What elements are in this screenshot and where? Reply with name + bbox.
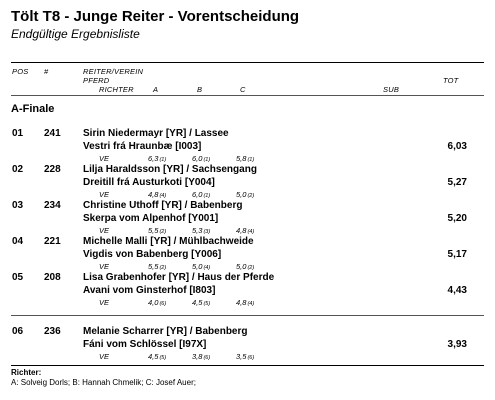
col-header-pos: POS: [12, 67, 29, 76]
entry-score-label: VE: [99, 352, 110, 361]
entry-number: 236: [44, 326, 61, 337]
result-entry: [0, 326, 495, 366]
final-divider-rule: [11, 315, 484, 316]
score-rank: (4): [247, 229, 255, 235]
score-value: 5,3: [192, 226, 203, 235]
score-rank: (5): [159, 355, 167, 361]
score-value: 4,5: [192, 298, 203, 307]
entry-rider-club: Sirin Niedermayr [YR] / Lassee: [83, 128, 229, 139]
score-value: 3,5: [236, 352, 247, 361]
result-entry: [0, 200, 495, 240]
score-rank: (2): [247, 193, 255, 199]
entry-total: 4,43: [447, 285, 467, 296]
col-header-sub: SUB: [383, 85, 400, 94]
judge-score-c: [236, 262, 254, 271]
entry-rider-club: Michelle Malli [YR] / Mühlbachweide: [83, 236, 254, 247]
col-header-rider-club: REITER/VEREIN: [83, 67, 144, 76]
score-value: 5,0: [236, 190, 247, 199]
judge-score-c: [236, 298, 254, 307]
judge-score-a: [148, 298, 166, 307]
judge-score-a: [148, 352, 166, 361]
entry-number: 228: [44, 164, 61, 175]
entry-rider-club: Lilja Haraldsson [YR] / Sachsengang: [83, 164, 257, 175]
score-value: 3,8: [192, 352, 203, 361]
judge-score-c: [236, 352, 254, 361]
score-value: 4,8: [236, 226, 247, 235]
entry-number: 208: [44, 272, 61, 283]
entry-position: 01: [12, 128, 24, 139]
judge-score-b: [192, 262, 210, 271]
score-value: 4,5: [148, 352, 159, 361]
score-rank: (3): [203, 229, 211, 235]
score-rank: (6): [159, 301, 167, 307]
entry-number: 241: [44, 128, 61, 139]
score-value: 5,0: [236, 262, 247, 271]
entry-number: 234: [44, 200, 61, 211]
col-header-horse: PFERD: [83, 76, 110, 85]
judge-score-b: [192, 190, 210, 199]
score-rank: (6): [203, 355, 211, 361]
score-rank: (2): [247, 265, 255, 271]
col-header-a: A: [153, 85, 159, 94]
result-entry: [0, 128, 495, 168]
judge-score-a: [148, 262, 166, 271]
score-rank: (4): [203, 265, 211, 271]
entry-horse: Fáni vom Schlössel [I97X]: [83, 339, 207, 350]
score-value: 6,3: [148, 154, 159, 163]
judge-score-a: [148, 226, 166, 235]
score-rank: (4): [159, 193, 167, 199]
entry-total: 3,93: [447, 339, 467, 350]
entry-score-label: VE: [99, 262, 110, 271]
score-rank: (1): [203, 193, 211, 199]
entry-score-label: VE: [99, 226, 110, 235]
score-value: 4,0: [148, 298, 159, 307]
judge-score-c: [236, 226, 254, 235]
judge-score-b: [192, 226, 210, 235]
score-value: 5,5: [148, 226, 159, 235]
entry-position: 05: [12, 272, 24, 283]
page-subtitle: Endgültige Ergebnisliste: [11, 27, 140, 41]
col-header-c: C: [240, 85, 246, 94]
score-value: 4,8: [236, 298, 247, 307]
entry-score-label: VE: [99, 190, 110, 199]
score-value: 6,0: [192, 154, 203, 163]
section-heading: A-Finale: [11, 103, 55, 115]
entry-rider-club: Christine Uthoff [YR] / Babenberg: [83, 200, 243, 211]
entry-total: 6,03: [447, 141, 467, 152]
entry-position: 03: [12, 200, 24, 211]
score-value: 5,0: [192, 262, 203, 271]
judge-score-b: [192, 298, 210, 307]
entry-horse: Vestri frá Hraunbæ [I003]: [83, 141, 202, 152]
entry-score-label: VE: [99, 154, 110, 163]
col-header-tot: TOT: [443, 76, 459, 85]
score-value: 5,5: [148, 262, 159, 271]
entry-horse: Vigdis von Babenberg [Y006]: [83, 249, 222, 260]
col-header-num: #: [44, 67, 49, 76]
score-rank: (1): [203, 157, 211, 163]
judges-label: Richter:: [11, 368, 42, 377]
judge-score-a: [148, 154, 166, 163]
entry-horse: Skerpa vom Alpenhof [Y001]: [83, 213, 219, 224]
entry-score-label: VE: [99, 298, 110, 307]
score-rank: (6): [247, 355, 255, 361]
judge-score-b: [192, 154, 210, 163]
entry-number: 221: [44, 236, 61, 247]
judge-score-a: [148, 190, 166, 199]
entry-rider-club: Lisa Grabenhofer [YR] / Haus der Pferde: [83, 272, 275, 283]
entry-position: 02: [12, 164, 24, 175]
score-rank: (1): [247, 157, 255, 163]
entry-total: 5,17: [447, 249, 467, 260]
score-rank: (5): [203, 301, 211, 307]
score-value: 5,8: [236, 154, 247, 163]
score-value: 4,8: [148, 190, 159, 199]
entry-rider-club: Melanie Scharrer [YR] / Babenberg: [83, 326, 248, 337]
footer-rule: [11, 365, 484, 366]
score-rank: (2): [159, 229, 167, 235]
result-entry: [0, 272, 495, 312]
col-header-judges: RICHTER: [99, 85, 134, 94]
score-rank: (1): [159, 157, 167, 163]
judge-score-c: [236, 154, 254, 163]
score-value: 6,0: [192, 190, 203, 199]
entry-horse: Avani vom Ginsterhof [I803]: [83, 285, 216, 296]
score-rank: (2): [159, 265, 167, 271]
judge-score-b: [192, 352, 210, 361]
entry-total: 5,20: [447, 213, 467, 224]
entry-position: 06: [12, 326, 24, 337]
result-entry: [0, 236, 495, 276]
entry-total: 5,27: [447, 177, 467, 188]
score-rank: (4): [247, 301, 255, 307]
result-entry: [0, 164, 495, 204]
entry-position: 04: [12, 236, 24, 247]
page-title: Tölt T8 - Junge Reiter - Vorentscheidung: [11, 8, 300, 25]
judge-score-c: [236, 190, 254, 199]
judges-list: A: Solveig Dorls; B: Hannah Chmelik; C: Josef Auer;: [11, 378, 196, 387]
col-header-b: B: [197, 85, 203, 94]
entry-horse: Dreitill frá Austurkoti [Y004]: [83, 177, 215, 188]
